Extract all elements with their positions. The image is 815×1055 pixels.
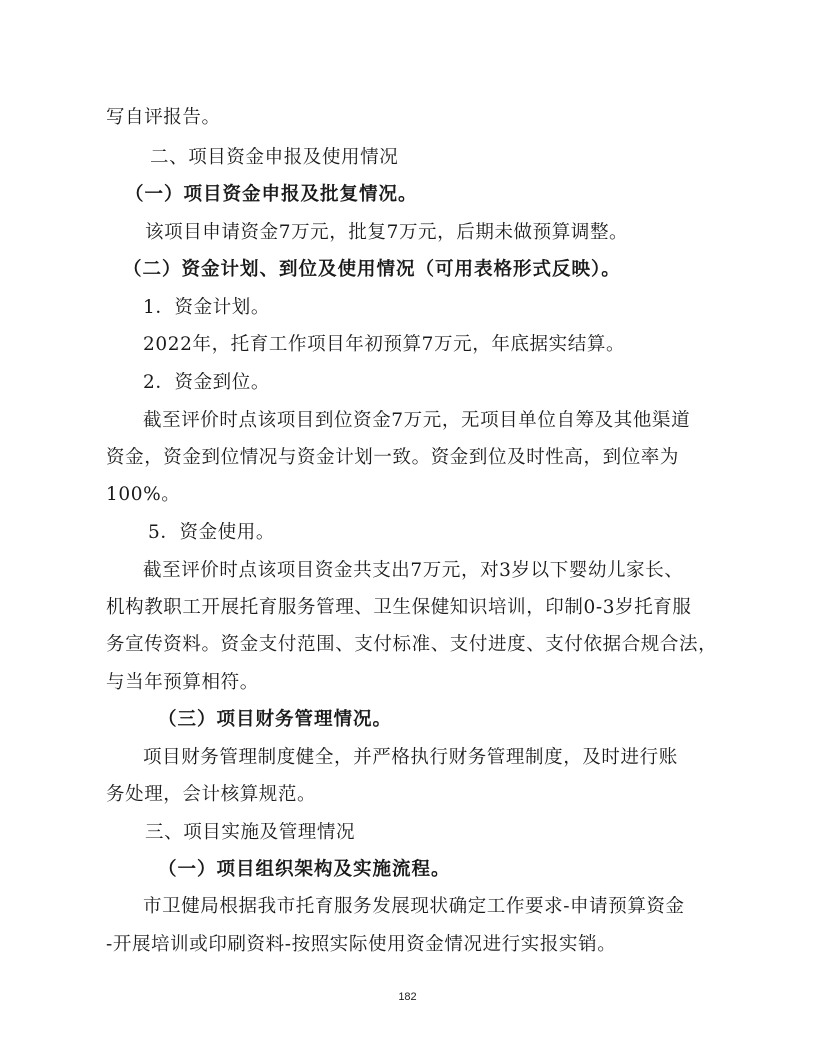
subsection-heading-3-1: （一）项目组织架构及实施流程。: [158, 859, 451, 880]
paragraph-funding-plan: 2022年，托育工作项目年初预算7万元，年底据实结算。: [143, 334, 626, 355]
paragraph-funding-arrival-line1: 截至评价时点该项目到位资金7万元，无项目单位自筹及其他渠道: [143, 410, 691, 431]
section-heading-2: 二、项目资金申报及使用情况: [150, 147, 399, 168]
paragraph-funding-use-line1: 截至评价时点该项目资金共支出7万元，对3岁以下婴幼儿家长、: [143, 560, 684, 581]
subsection-heading-2-3: （三）项目财务管理情况。: [158, 709, 393, 730]
subsection-heading-2-2: （二）资金计划、到位及使用情况（可用表格形式反映）。: [123, 259, 621, 280]
paragraph-finance-management-line2: 务处理，会计核算规范。: [106, 784, 317, 805]
paragraph-implementation-line1: 市卫健局根据我市托育服务发展现状确定工作要求-申请预算资金: [143, 896, 685, 917]
paragraph-funding-use-line3: 务宣传资料。资金支付范围、支付标准、支付进度、支付依据合规合法，: [106, 634, 718, 655]
paragraph-implementation-line2: -开展培训或印刷资料-按照实际使用资金情况进行实报实销。: [106, 934, 617, 955]
paragraph-funding-arrival-line2: 资金，资金到位情况与资金计划一致。资金到位及时性高，到位率为: [106, 447, 680, 468]
page-number: 182: [398, 991, 417, 1003]
paragraph-funding-application: 该项目申请资金7万元，批复7万元，后期未做预算调整。: [145, 222, 629, 243]
paragraph-finance-management-line1: 项目财务管理制度健全，并严格执行财务管理制度，及时进行账: [143, 747, 678, 768]
paragraph-funding-use-line2: 机构教职工开展托育服务管理、卫生保健知识培训，印制0-3岁托育服: [106, 597, 692, 618]
item-funding-use: 5．资金使用。: [148, 522, 275, 543]
subsection-heading-2-1: （一）项目资金申报及批复情况。: [125, 184, 418, 205]
paragraph-continuation: 写自评报告。: [106, 107, 221, 128]
paragraph-funding-arrival-line3: 100%。: [106, 484, 181, 505]
item-funding-arrival: 2．资金到位。: [143, 372, 270, 393]
item-funding-plan: 1．资金计划。: [143, 297, 270, 318]
section-heading-3: 三、项目实施及管理情况: [145, 822, 356, 843]
paragraph-funding-use-line4: 与当年预算相符。: [106, 672, 259, 693]
